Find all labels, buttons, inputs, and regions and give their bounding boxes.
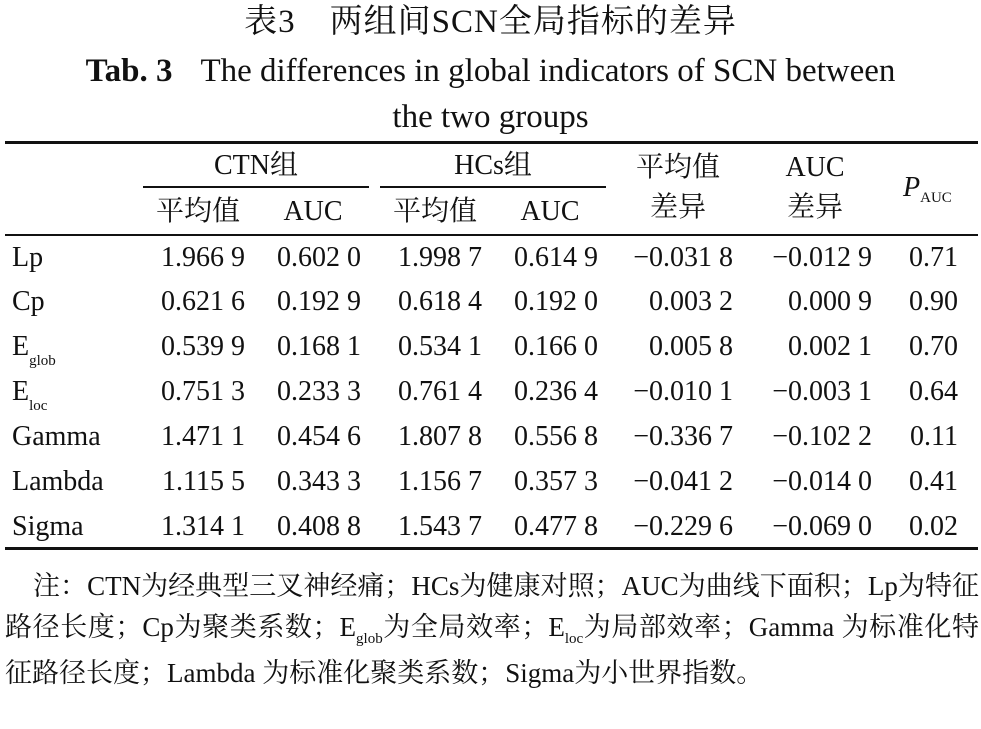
cell-hc-auc: 0.357 3 <box>514 466 598 497</box>
cell-p-auc: 0.11 <box>910 421 958 452</box>
header-ctn-mean: 平均值 <box>155 196 240 227</box>
row-label-text: Lp <box>12 242 44 273</box>
caption-en-label: Tab. 3 <box>85 53 173 89</box>
cell-ctn-mean: 0.539 9 <box>161 331 245 362</box>
cell-ctn-mean: 1.966 9 <box>161 242 245 273</box>
cell-ctn-mean: 0.621 6 <box>161 286 245 317</box>
cell-hc-auc: 0.556 8 <box>514 421 598 452</box>
cell-mean-diff: 0.005 8 <box>649 331 733 362</box>
row-label <box>12 376 47 412</box>
cell-auc-diff: 0.000 9 <box>788 286 872 317</box>
cell-hc-mean: 0.761 4 <box>398 376 482 407</box>
cell-mean-diff: −0.010 1 <box>633 376 733 407</box>
row-label-subscript: loc <box>29 398 48 414</box>
hcs-group-rule <box>380 186 606 188</box>
cell-p-auc: 0.02 <box>909 511 958 542</box>
cell-p-auc: 0.90 <box>909 286 958 317</box>
row-label <box>12 466 104 498</box>
cell-ctn-auc: 0.192 9 <box>277 286 361 317</box>
cell-hc-auc: 0.166 0 <box>514 331 598 362</box>
note-part1: 注：CTN为经典型三叉神经痛；HCs为健康对照；AUC为曲线下面积；Lp为特征路径长度；Cp为聚类系数；E <box>5 571 979 642</box>
bottom-rule <box>5 547 978 550</box>
header-p-auc <box>903 172 952 208</box>
cell-hc-mean: 1.156 7 <box>398 466 482 497</box>
cell-hc-auc: 0.477 8 <box>514 511 598 542</box>
header-mean-diff-2: 差异 <box>649 192 706 223</box>
header-ctn-auc: AUC <box>283 196 343 227</box>
cell-ctn-auc: 0.233 3 <box>277 376 361 407</box>
row-label-text: Lambda <box>12 466 104 497</box>
cell-hc-mean: 0.534 1 <box>398 331 482 362</box>
note-part2: 为全局效率；E <box>382 612 565 642</box>
header-auc-diff-1: AUC <box>785 152 845 183</box>
cell-hc-auc: 0.614 9 <box>514 242 598 273</box>
cell-auc-diff: −0.014 0 <box>772 466 872 497</box>
cell-mean-diff: −0.229 6 <box>633 511 733 542</box>
cell-mean-diff: −0.336 7 <box>633 421 733 452</box>
cell-hc-mean: 1.998 7 <box>398 242 482 273</box>
row-label-text: Sigma <box>12 511 84 542</box>
row-label <box>12 331 56 367</box>
row-label-text: E <box>12 331 30 362</box>
note-sub-loc: loc <box>564 631 584 647</box>
cell-hc-mean: 1.807 8 <box>398 421 482 452</box>
header-hcs-group: HCs组 <box>454 150 532 181</box>
cell-ctn-auc: 0.602 0 <box>277 242 361 273</box>
cell-auc-diff: 0.002 1 <box>788 331 872 362</box>
cell-p-auc: 0.64 <box>909 376 958 407</box>
table-note <box>5 566 979 694</box>
header-ctn-group: CTN组 <box>213 150 298 181</box>
row-label <box>12 421 101 453</box>
cell-auc-diff: −0.003 1 <box>772 376 872 407</box>
cell-hc-auc: 0.192 0 <box>514 286 598 317</box>
cell-ctn-auc: 0.168 1 <box>277 331 361 362</box>
cell-hc-mean: 0.618 4 <box>398 286 482 317</box>
row-label <box>12 511 84 543</box>
note-part3: 为局部效率；Gamma 为标准化特征路径长度；Lambda 为标准化聚类系数；Sigma为小世界指数。 <box>5 612 979 688</box>
row-label-text: E <box>12 376 30 407</box>
cell-hc-auc: 0.236 4 <box>514 376 598 407</box>
cell-mean-diff: −0.041 2 <box>633 466 733 497</box>
caption-en-line1 <box>0 50 981 92</box>
header-hc-auc: AUC <box>520 196 580 227</box>
caption-cn: 表3 两组间SCN全局指标的差异 <box>244 4 737 40</box>
note-sub-glob: glob <box>356 631 383 647</box>
row-label-text: Gamma <box>12 421 101 452</box>
cell-hc-mean: 1.543 7 <box>398 511 482 542</box>
cell-auc-diff: −0.012 9 <box>772 242 872 273</box>
cell-p-auc: 0.41 <box>909 466 958 497</box>
top-rule <box>5 141 978 144</box>
cell-ctn-mean: 1.314 1 <box>161 511 245 542</box>
caption-en-text1: The differences in global indicators of SCN between <box>200 53 896 89</box>
row-label <box>12 286 45 318</box>
cell-auc-diff: −0.069 0 <box>772 511 872 542</box>
cell-mean-diff: 0.003 2 <box>649 286 733 317</box>
ctn-group-rule <box>143 186 369 188</box>
header-p-sub: AUC <box>920 190 952 206</box>
cell-ctn-auc: 0.408 8 <box>277 511 361 542</box>
cell-ctn-mean: 1.115 5 <box>162 466 245 497</box>
header-hc-mean: 平均值 <box>392 196 477 227</box>
row-label-subscript: glob <box>29 353 56 369</box>
cell-auc-diff: −0.102 2 <box>772 421 872 452</box>
row-label <box>12 242 43 274</box>
row-label-text: Cp <box>12 286 45 317</box>
cell-p-auc: 0.70 <box>909 331 958 362</box>
header-p-letter: P <box>903 172 921 203</box>
cell-p-auc: 0.71 <box>909 242 958 273</box>
cell-mean-diff: −0.031 8 <box>633 242 733 273</box>
header-mean-diff-1: 平均值 <box>635 152 720 183</box>
cell-ctn-mean: 0.751 3 <box>161 376 245 407</box>
cell-ctn-auc: 0.343 3 <box>277 466 361 497</box>
header-rule <box>5 234 978 236</box>
cell-ctn-mean: 1.471 1 <box>161 421 245 452</box>
caption-en-line2: the two groups <box>392 99 589 135</box>
cell-ctn-auc: 0.454 6 <box>277 421 361 452</box>
header-auc-diff-2: 差异 <box>786 192 843 223</box>
